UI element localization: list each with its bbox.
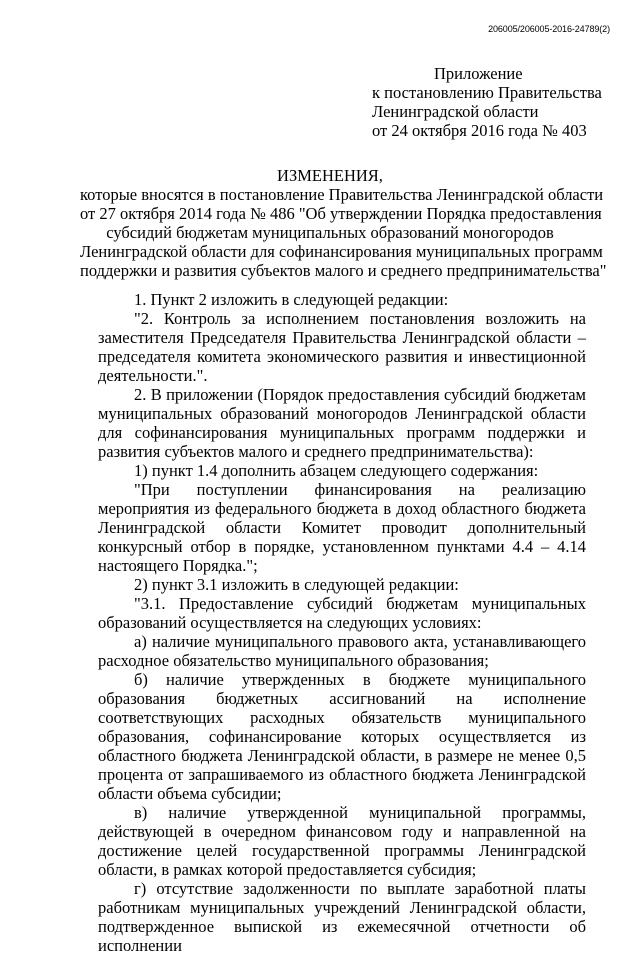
paragraph: г) отсутствие задолженности по выплате заработной платы работникам муниципальных учреждений Ленинградской области, подтвержденное выпиской из ежемесячной отчетности об исполнении: [98, 879, 586, 955]
appendix-line-3: Ленинградской области: [372, 102, 539, 121]
paragraph: б) наличие утвержденных в бюджете муниципального образования бюджетных ассигнований на исполнение соответствующих расходных обязательств муниципального образования, софинансирование которых осуществляется из областного бюджета Ленинградской области, в размере не менее 0,5 процента от запрашиваемого из областного бюджета Ленинградской области объема субсидии;: [98, 670, 586, 803]
heading-title: ИЗМЕНЕНИЯ,: [277, 166, 383, 185]
paragraph: "3.1. Предоставление субсидий бюджетам муниципальных образований осуществляется на следующих условиях:: [98, 594, 586, 632]
appendix-line-4: от 24 октября 2016 года № 403: [372, 121, 587, 140]
document-code: 206005/206005-2016-24789(2): [488, 24, 610, 34]
paragraph: 1. Пункт 2 изложить в следующей редакции:: [134, 290, 449, 309]
paragraph: 2. В приложении (Порядок предоставления субсидий бюджетам муниципальных образований моногородов Ленинградской области для софинансирования муниципальных программ поддержки и развития субъектов малого и среднего предпринимательства):: [98, 385, 586, 461]
heading-line-3: субсидий бюджетам муниципальных образований моногородов: [106, 223, 554, 242]
paragraph: "При поступлении финансирования на реализацию мероприятия из федерального бюджета в доход областного бюджета Ленинградской области Комитет проводит дополнительный конкурсный отбор в порядке, установленном пунктами 4.4 – 4.14 настоящего Порядка.";: [98, 480, 586, 575]
paragraph: 2) пункт 3.1 изложить в следующей редакции:: [134, 575, 459, 594]
appendix-title: Приложение: [434, 64, 523, 83]
paragraph: а) наличие муниципального правового акта, устанавливающего расходное обязательство муниципального образования;: [98, 632, 586, 670]
paragraph: в) наличие утвержденной муниципальной программы, действующей в очередном финансовом году и направленной на достижение целей государственной программы Ленинградской области, в рамках которой предоставляется субсидия;: [98, 803, 586, 879]
heading-line-4: Ленинградской области для софинансирования муниципальных программ: [80, 242, 603, 261]
paragraph: "2. Контроль за исполнением постановления возложить на заместителя Председателя Правительства Ленинградской области – председателя комитета экономического развития и инвестиционной деятельности.".: [98, 309, 586, 385]
paragraph: 1) пункт 1.4 дополнить абзацем следующего содержания:: [134, 461, 539, 480]
heading-line-5: поддержки и развития субъектов малого и среднего предпринимательства": [80, 261, 607, 280]
heading-line-2: от 27 октября 2014 года № 486 "Об утверждении Порядка предоставления: [80, 204, 602, 223]
document-heading: [80, 166, 607, 280]
appendix-line-2: к постановлению Правительства: [372, 83, 602, 102]
heading-line-1: которые вносятся в постановление Правительства Ленинградской области: [80, 185, 604, 204]
document-body: [98, 290, 586, 955]
appendix-block: [372, 64, 622, 140]
